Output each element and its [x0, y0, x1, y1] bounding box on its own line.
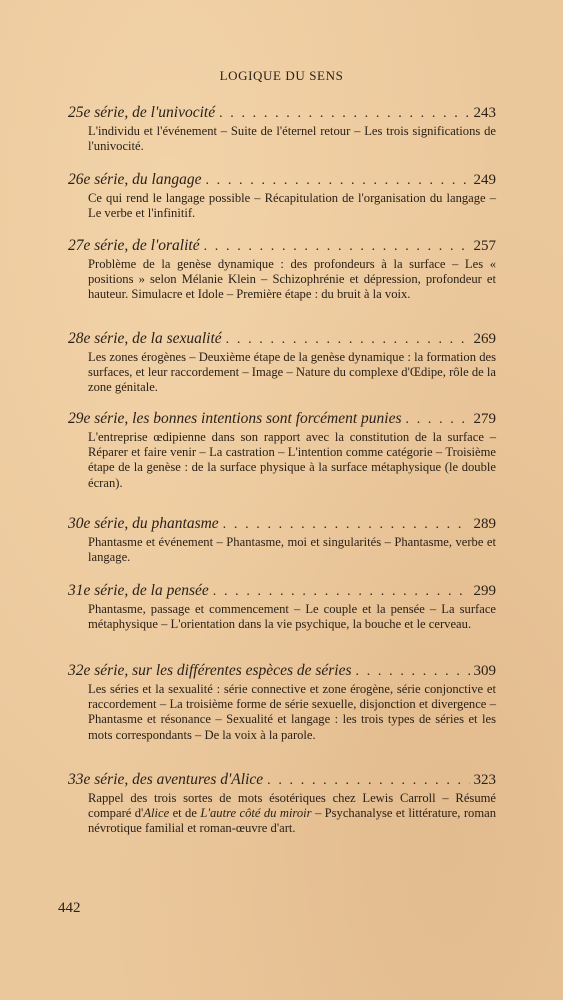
entry-description: Phantasme et événement – Phantasme, moi et singularités – Phantasme, verbe et langage. — [88, 535, 496, 565]
entry-page-number: 289 — [473, 516, 496, 532]
entry-description: Les zones érogènes – Deuxième étape de la genèse dynamique : la formation des surfaces, et leur raccordement – Image – Nature du complexe d'Œdipe, rôle de la zone génitale. — [88, 350, 496, 395]
entry-description: Ce qui rend le langage possible – Récapitulation de l'organisation du langage – Le verbe et l'infinitif. — [88, 191, 496, 221]
leader-dots — [406, 410, 470, 430]
entry-description: Les séries et la sexualité : série connective et zone érogène, série conjonctive et raccordement – La troisième forme de série sexuelle, disjonction et divergence – Phantasme et résonance – Sexualité et langage : les trois types de séries et les mots correspondants – De la voix à la parole. — [88, 682, 496, 742]
entry-page-number: 309 — [473, 663, 496, 679]
toc-entry — [68, 170, 496, 221]
entry-page-number: 249 — [473, 172, 496, 188]
leader-dots — [205, 171, 469, 191]
entry-description: Phantasme, passage et commencement – Le couple et la pensée – La surface métaphysique – L'orientation dans la vie psychique, la bouche et le cerveau. — [88, 602, 496, 632]
leader-dots — [356, 662, 470, 682]
page-number: 442 — [58, 900, 81, 916]
entry-title: 28e série, de la sexualité — [68, 330, 222, 347]
toc-entry — [68, 409, 496, 491]
leader-dots — [226, 330, 470, 350]
entry-page-number: 279 — [473, 411, 496, 427]
leader-dots — [219, 104, 469, 124]
entry-page-number: 257 — [473, 238, 496, 254]
entry-page-number: 269 — [473, 331, 496, 347]
leader-dots — [267, 771, 469, 791]
entry-title: 32e série, sur les différentes espèces de séries — [68, 662, 352, 679]
entry-title: 27e série, de l'oralité — [68, 237, 200, 254]
toc-entry — [68, 514, 496, 565]
entry-description: Problème de la genèse dynamique : des profondeurs à la surface – Les « positions » selon Mélanie Klein – Schizophrénie et dépression, profondeur et hauteur. Simulacre et Idole – Première étape : du bruit à la voix. — [88, 257, 496, 302]
toc-entry — [68, 103, 496, 154]
toc-entry — [68, 581, 496, 632]
entry-title: 31e série, de la pensée — [68, 582, 209, 599]
leader-dots — [204, 237, 470, 257]
leader-dots — [213, 582, 470, 602]
entry-title: 33e série, des aventures d'Alice — [68, 771, 264, 788]
entry-title: 29e série, les bonnes intentions sont forcément punies — [68, 410, 402, 427]
entry-description: Rappel des trois sortes de mots ésotériques chez Lewis Carroll – Résumé comparé d'Alice et de L'autre côté du miroir – Psychanalyse et littérature, roman névrotique familial et roman-œuvre d'art. — [88, 791, 496, 836]
toc-entry — [68, 236, 496, 303]
running-head: LOGIQUE DU SENS — [219, 68, 344, 83]
entry-title: 30e série, du phantasme — [68, 515, 219, 532]
toc-entry — [68, 770, 496, 837]
entry-title: 26e série, du langage — [68, 171, 202, 188]
entry-title: 25e série, de l'univocité — [68, 104, 216, 121]
leader-dots — [223, 515, 470, 535]
toc-entry — [68, 329, 496, 396]
entry-page-number: 299 — [473, 583, 496, 599]
entry-description: L'entreprise œdipienne dans son rapport avec la constitution de la surface – Réparer et faire venir – La castration – L'intention comme catégorie – Troisième étape de la genèse : de la surface physique à la surface métaphysique (le double écran). — [88, 430, 496, 490]
toc-entry — [68, 661, 496, 743]
book-title-italic: L'autre côté du miroir — [200, 806, 312, 821]
entry-description: L'individu et l'événement – Suite de l'éternel retour – Les trois significations de l'univocité. — [88, 124, 496, 154]
entry-page-number: 243 — [473, 105, 496, 121]
book-title-italic: Alice — [143, 806, 170, 821]
entry-page-number: 323 — [473, 772, 496, 788]
